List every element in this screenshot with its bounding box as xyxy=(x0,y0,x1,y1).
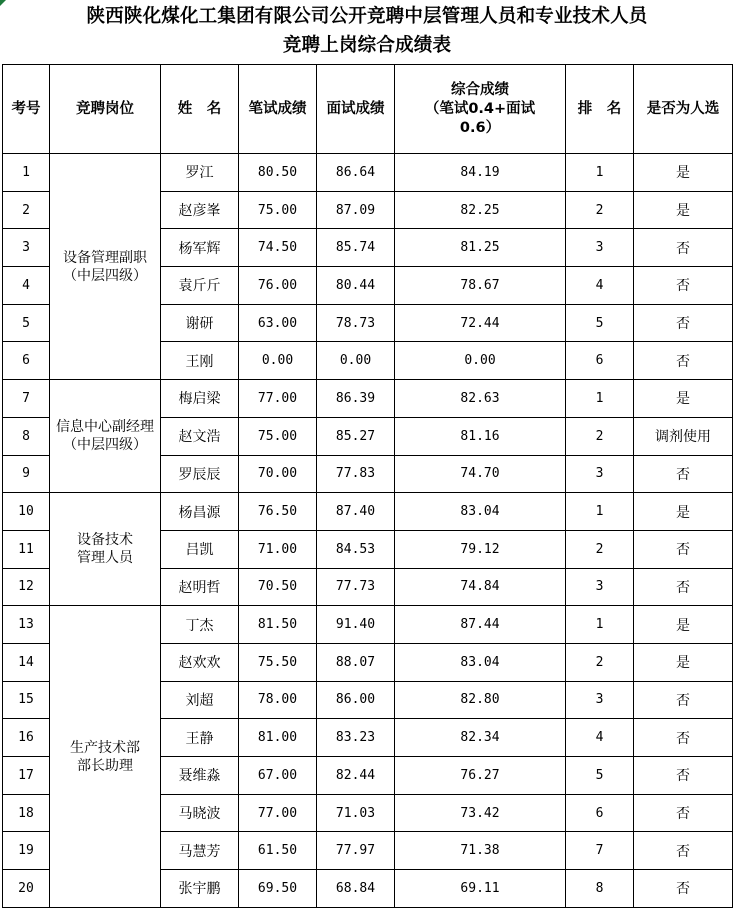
cell-selected: 调剂使用 xyxy=(634,417,733,455)
header-rank: 排 名 xyxy=(566,65,634,154)
table-row xyxy=(3,154,733,192)
cell-overall-score: 81.16 xyxy=(395,417,566,455)
table-row xyxy=(3,493,733,531)
cell-name: 王静 xyxy=(161,719,239,757)
cell-selected: 否 xyxy=(634,832,733,870)
cell-exam-no: 13 xyxy=(3,606,50,644)
cell-name: 梅启梁 xyxy=(161,380,239,418)
cell-written-score: 75.00 xyxy=(239,417,317,455)
cell-written-score: 81.00 xyxy=(239,719,317,757)
cell-overall-score: 71.38 xyxy=(395,832,566,870)
cell-overall-score: 69.11 xyxy=(395,870,566,908)
cell-exam-no: 17 xyxy=(3,757,50,795)
table-row xyxy=(3,380,733,418)
results-table xyxy=(2,64,733,908)
cell-exam-no: 20 xyxy=(3,870,50,908)
cell-written-score: 78.00 xyxy=(239,681,317,719)
title-line-1: 陕西陕化煤化工集团有限公司公开竞聘中层管理人员和专业技术人员 xyxy=(86,6,648,27)
cell-written-score: 69.50 xyxy=(239,870,317,908)
cell-selected: 是 xyxy=(634,191,733,229)
cell-selected: 是 xyxy=(634,380,733,418)
cell-name: 袁斤斤 xyxy=(161,267,239,305)
cell-post: 设备管理副职 （中层四级） xyxy=(50,154,161,380)
cell-rank: 5 xyxy=(566,757,634,795)
cell-interview-score: 84.53 xyxy=(317,530,395,568)
cell-interview-score: 87.40 xyxy=(317,493,395,531)
cell-rank: 3 xyxy=(566,455,634,493)
cell-interview-score: 88.07 xyxy=(317,643,395,681)
header-interview-score: 面试成绩 xyxy=(317,65,395,154)
document-title xyxy=(0,2,734,60)
cell-rank: 2 xyxy=(566,417,634,455)
cell-written-score: 77.00 xyxy=(239,380,317,418)
cell-rank: 1 xyxy=(566,493,634,531)
cell-interview-score: 86.64 xyxy=(317,154,395,192)
cell-overall-score: 74.84 xyxy=(395,568,566,606)
cell-interview-score: 85.74 xyxy=(317,229,395,267)
cell-overall-score: 72.44 xyxy=(395,304,566,342)
cell-overall-score: 83.04 xyxy=(395,643,566,681)
cell-selected: 是 xyxy=(634,154,733,192)
cell-selected: 否 xyxy=(634,267,733,305)
cell-name: 罗江 xyxy=(161,154,239,192)
cell-selected: 否 xyxy=(634,304,733,342)
table-row xyxy=(3,606,733,644)
cell-name: 杨昌源 xyxy=(161,493,239,531)
cell-rank: 4 xyxy=(566,267,634,305)
cell-written-score: 80.50 xyxy=(239,154,317,192)
cell-exam-no: 14 xyxy=(3,643,50,681)
cell-post: 设备技术 管理人员 xyxy=(50,493,161,606)
cell-name: 张宇鹏 xyxy=(161,870,239,908)
cell-overall-score: 82.25 xyxy=(395,191,566,229)
cell-exam-no: 1 xyxy=(3,154,50,192)
title-line-2: 竞聘上岗综合成绩表 xyxy=(282,35,452,56)
cell-rank: 1 xyxy=(566,380,634,418)
cell-overall-score: 82.34 xyxy=(395,719,566,757)
cell-name: 刘超 xyxy=(161,681,239,719)
cell-interview-score: 82.44 xyxy=(317,757,395,795)
cell-overall-score: 0.00 xyxy=(395,342,566,380)
cell-overall-score: 76.27 xyxy=(395,757,566,795)
cell-rank: 2 xyxy=(566,643,634,681)
cell-rank: 1 xyxy=(566,154,634,192)
cell-name: 赵文浩 xyxy=(161,417,239,455)
cell-written-score: 77.00 xyxy=(239,794,317,832)
cell-name: 赵彦峯 xyxy=(161,191,239,229)
cell-selected: 否 xyxy=(634,794,733,832)
cell-interview-score: 83.23 xyxy=(317,719,395,757)
cell-overall-score: 83.04 xyxy=(395,493,566,531)
cell-rank: 3 xyxy=(566,229,634,267)
cell-interview-score: 86.39 xyxy=(317,380,395,418)
cell-exam-no: 9 xyxy=(3,455,50,493)
cell-name: 聂维淼 xyxy=(161,757,239,795)
cell-overall-score: 79.12 xyxy=(395,530,566,568)
cell-rank: 5 xyxy=(566,304,634,342)
cell-exam-no: 15 xyxy=(3,681,50,719)
cell-written-score: 70.00 xyxy=(239,455,317,493)
header-post: 竞聘岗位 xyxy=(50,65,161,154)
cell-selected: 否 xyxy=(634,530,733,568)
cell-written-score: 81.50 xyxy=(239,606,317,644)
cell-written-score: 63.00 xyxy=(239,304,317,342)
header-selected: 是否为人选 xyxy=(634,65,733,154)
cell-rank: 3 xyxy=(566,568,634,606)
cell-exam-no: 19 xyxy=(3,832,50,870)
cell-exam-no: 18 xyxy=(3,794,50,832)
cell-selected: 否 xyxy=(634,870,733,908)
cell-rank: 1 xyxy=(566,606,634,644)
cell-written-score: 67.00 xyxy=(239,757,317,795)
table-body xyxy=(3,154,733,908)
cell-exam-no: 3 xyxy=(3,229,50,267)
cell-written-score: 0.00 xyxy=(239,342,317,380)
cell-rank: 3 xyxy=(566,681,634,719)
cell-rank: 4 xyxy=(566,719,634,757)
cell-selected: 否 xyxy=(634,455,733,493)
header-exam-no: 考号 xyxy=(3,65,50,154)
cell-written-score: 76.50 xyxy=(239,493,317,531)
header-row xyxy=(3,65,733,154)
cell-selected: 是 xyxy=(634,493,733,531)
header-overall-score: 综合成绩 （笔试0.4+面试 0.6） xyxy=(395,65,566,154)
cell-exam-no: 4 xyxy=(3,267,50,305)
cell-overall-score: 74.70 xyxy=(395,455,566,493)
cell-name: 王刚 xyxy=(161,342,239,380)
cell-interview-score: 77.83 xyxy=(317,455,395,493)
header-name: 姓 名 xyxy=(161,65,239,154)
cell-interview-score: 0.00 xyxy=(317,342,395,380)
cell-name: 吕凯 xyxy=(161,530,239,568)
cell-exam-no: 6 xyxy=(3,342,50,380)
cell-overall-score: 81.25 xyxy=(395,229,566,267)
cell-interview-score: 91.40 xyxy=(317,606,395,644)
cell-exam-no: 5 xyxy=(3,304,50,342)
header-written-score: 笔试成绩 xyxy=(239,65,317,154)
cell-written-score: 71.00 xyxy=(239,530,317,568)
cell-name: 杨军辉 xyxy=(161,229,239,267)
cell-overall-score: 82.80 xyxy=(395,681,566,719)
cell-written-score: 70.50 xyxy=(239,568,317,606)
cell-name: 赵欢欢 xyxy=(161,643,239,681)
cell-interview-score: 77.73 xyxy=(317,568,395,606)
cell-name: 赵明哲 xyxy=(161,568,239,606)
cell-interview-score: 77.97 xyxy=(317,832,395,870)
cell-rank: 6 xyxy=(566,794,634,832)
cell-overall-score: 87.44 xyxy=(395,606,566,644)
cell-written-score: 76.00 xyxy=(239,267,317,305)
cell-post: 生产技术部 部长助理 xyxy=(50,606,161,908)
cell-overall-score: 82.63 xyxy=(395,380,566,418)
cell-interview-score: 71.03 xyxy=(317,794,395,832)
cell-selected: 否 xyxy=(634,757,733,795)
cell-written-score: 75.00 xyxy=(239,191,317,229)
cell-name: 罗辰辰 xyxy=(161,455,239,493)
cell-selected: 否 xyxy=(634,342,733,380)
cell-overall-score: 84.19 xyxy=(395,154,566,192)
cell-written-score: 61.50 xyxy=(239,832,317,870)
cell-interview-score: 87.09 xyxy=(317,191,395,229)
cell-selected: 否 xyxy=(634,568,733,606)
cell-selected: 否 xyxy=(634,229,733,267)
cell-overall-score: 78.67 xyxy=(395,267,566,305)
cell-name: 马晓波 xyxy=(161,794,239,832)
cell-exam-no: 12 xyxy=(3,568,50,606)
cell-interview-score: 78.73 xyxy=(317,304,395,342)
cell-selected: 是 xyxy=(634,643,733,681)
table-header xyxy=(3,65,733,154)
cell-selected: 否 xyxy=(634,719,733,757)
cell-interview-score: 86.00 xyxy=(317,681,395,719)
cell-exam-no: 8 xyxy=(3,417,50,455)
cell-interview-score: 80.44 xyxy=(317,267,395,305)
cell-rank: 7 xyxy=(566,832,634,870)
cell-rank: 6 xyxy=(566,342,634,380)
cell-rank: 8 xyxy=(566,870,634,908)
cell-name: 谢研 xyxy=(161,304,239,342)
cell-exam-no: 16 xyxy=(3,719,50,757)
cell-overall-score: 73.42 xyxy=(395,794,566,832)
cell-rank: 2 xyxy=(566,530,634,568)
cell-interview-score: 68.84 xyxy=(317,870,395,908)
cell-exam-no: 7 xyxy=(3,380,50,418)
cell-rank: 2 xyxy=(566,191,634,229)
cell-post: 信息中心副经理 （中层四级） xyxy=(50,380,161,493)
cell-exam-no: 2 xyxy=(3,191,50,229)
cell-exam-no: 11 xyxy=(3,530,50,568)
cell-name: 马慧芳 xyxy=(161,832,239,870)
cell-interview-score: 85.27 xyxy=(317,417,395,455)
cell-exam-no: 10 xyxy=(3,493,50,531)
cell-selected: 是 xyxy=(634,606,733,644)
cell-selected: 否 xyxy=(634,681,733,719)
cell-written-score: 75.50 xyxy=(239,643,317,681)
cell-name: 丁杰 xyxy=(161,606,239,644)
cell-written-score: 74.50 xyxy=(239,229,317,267)
